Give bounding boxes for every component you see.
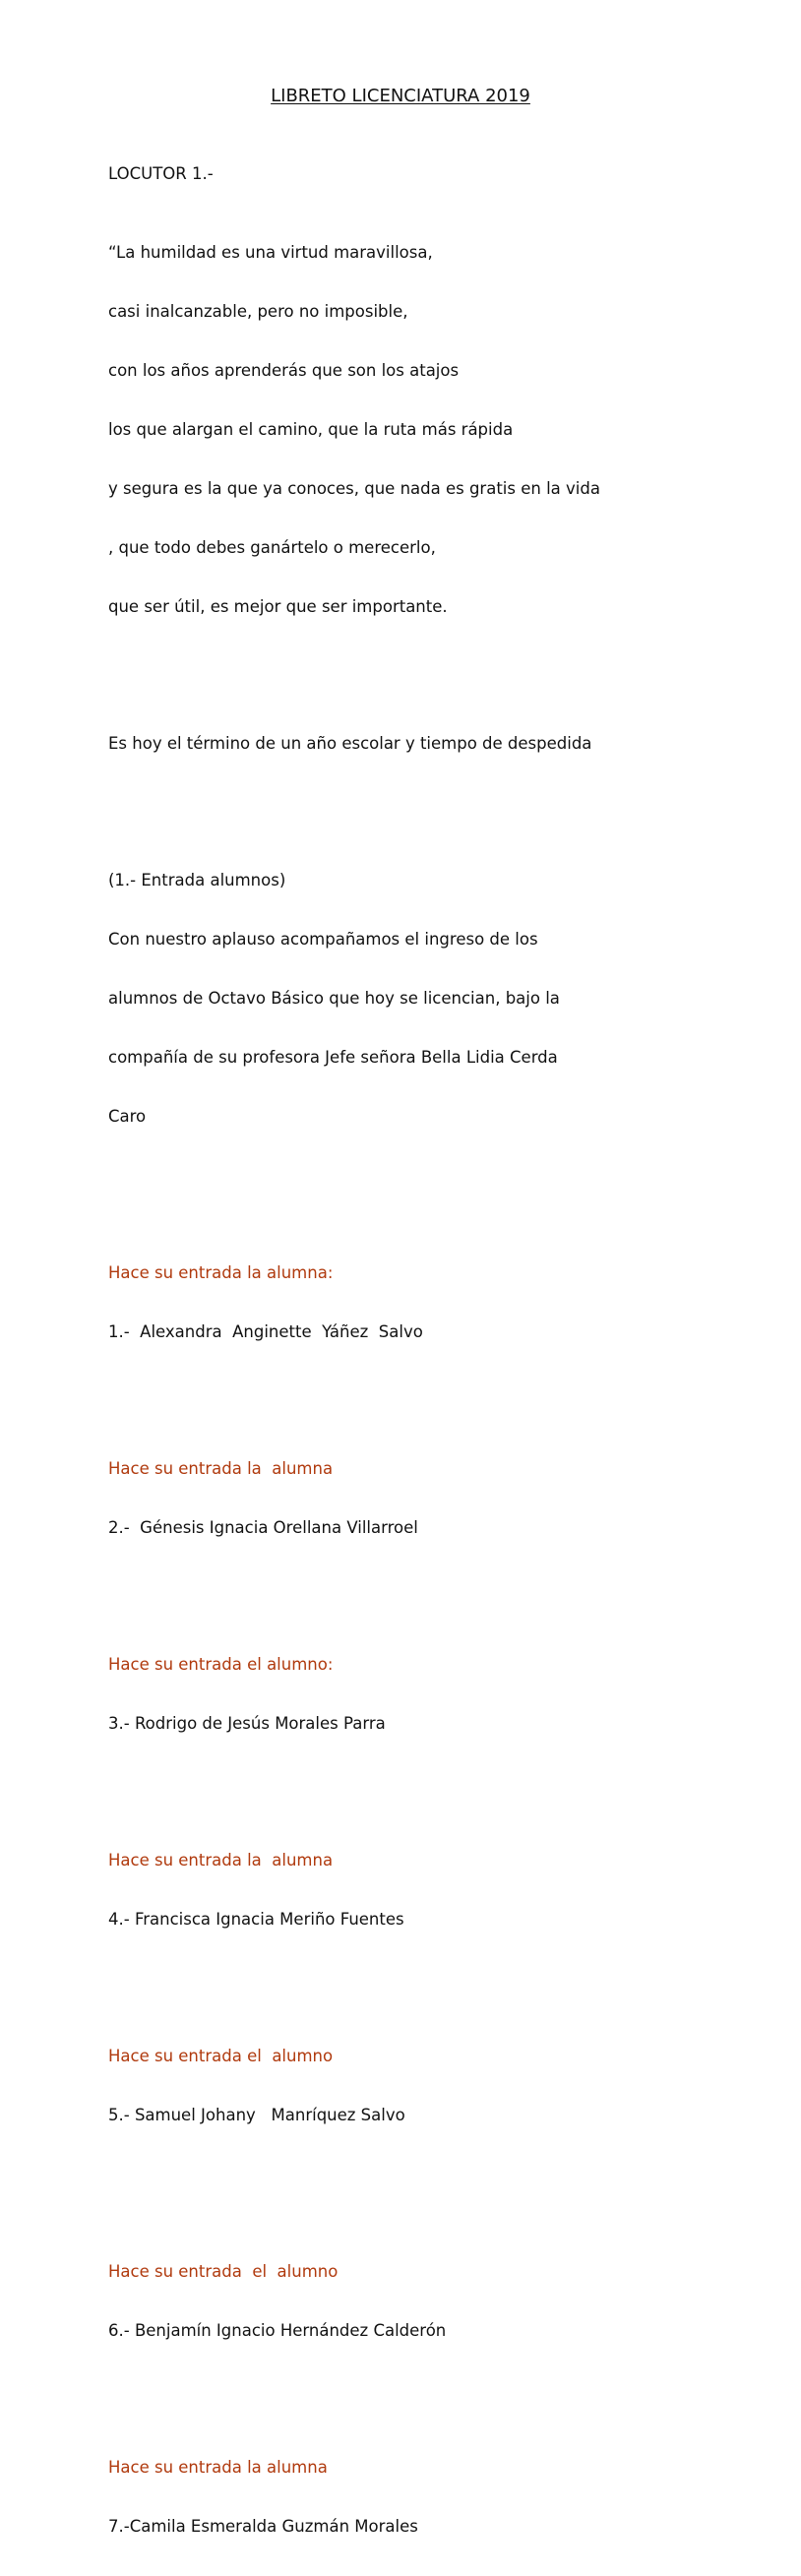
quote-line: los que alargan el camino, que la ruta más rápida <box>108 420 514 439</box>
entry-cue: Hace su entrada la alumna <box>108 2458 328 2477</box>
entry-cue: Hace su entrada la alumna <box>108 1851 334 1870</box>
entrance-line: compañía de su profesora Jefe señora Bella Lidia Cerda <box>108 1048 558 1067</box>
document-title: LIBRETO LICENCIATURA 2019 <box>271 86 530 106</box>
entry-student: 2.- Génesis Ignacia Orellana Villarroel <box>108 1518 418 1537</box>
entry-student: 7.-Camila Esmeralda Guzmán Morales <box>108 2517 418 2536</box>
entry-cue: Hace su entrada el alumno: <box>108 1655 334 1674</box>
quote-line: y segura es la que ya conoces, que nada es gratis en la vida <box>108 479 600 498</box>
quote-line: casi inalcanzable, pero no imposible, <box>108 302 408 321</box>
quote-line: con los años aprenderás que son los atajos <box>108 361 460 380</box>
entrance-line: Con nuestro aplauso acompañamos el ingreso de los <box>108 930 538 949</box>
entry-student: 1.- Alexandra Anginette Yáñez Salvo <box>108 1322 423 1341</box>
entry-student: 5.- Samuel Johany Manríquez Salvo <box>108 2106 405 2124</box>
entrance-line: Caro <box>108 1107 147 1126</box>
section-label: (1.- Entrada alumnos) <box>108 871 286 889</box>
entry-cue: Hace su entrada la alumna <box>108 1459 334 1478</box>
entry-student: 6.- Benjamín Ignacio Hernández Calderón <box>108 2321 447 2340</box>
quote-line: “La humildad es una virtud maravillosa, <box>108 243 433 262</box>
quote-line: , que todo debes ganártelo o merecerlo, <box>108 538 436 557</box>
document-body <box>108 125 738 2576</box>
entry-cue: Hace su entrada el alumno <box>108 2262 339 2281</box>
entrance-line: alumnos de Octavo Básico que hoy se licencian, bajo la <box>108 989 560 1008</box>
intro-text: Es hoy el término de un año escolar y tiempo de despedida <box>108 734 592 753</box>
quote-line: que ser útil, es mejor que ser importante. <box>108 597 448 616</box>
entry-cue: Hace su entrada la alumna: <box>108 1263 334 1282</box>
entry-cue: Hace su entrada el alumno <box>108 2047 334 2065</box>
speaker-label: LOCUTOR 1.- <box>108 164 214 183</box>
entry-student: 4.- Francisca Ignacia Meriño Fuentes <box>108 1910 404 1929</box>
entry-student: 3.- Rodrigo de Jesús Morales Parra <box>108 1714 386 1733</box>
